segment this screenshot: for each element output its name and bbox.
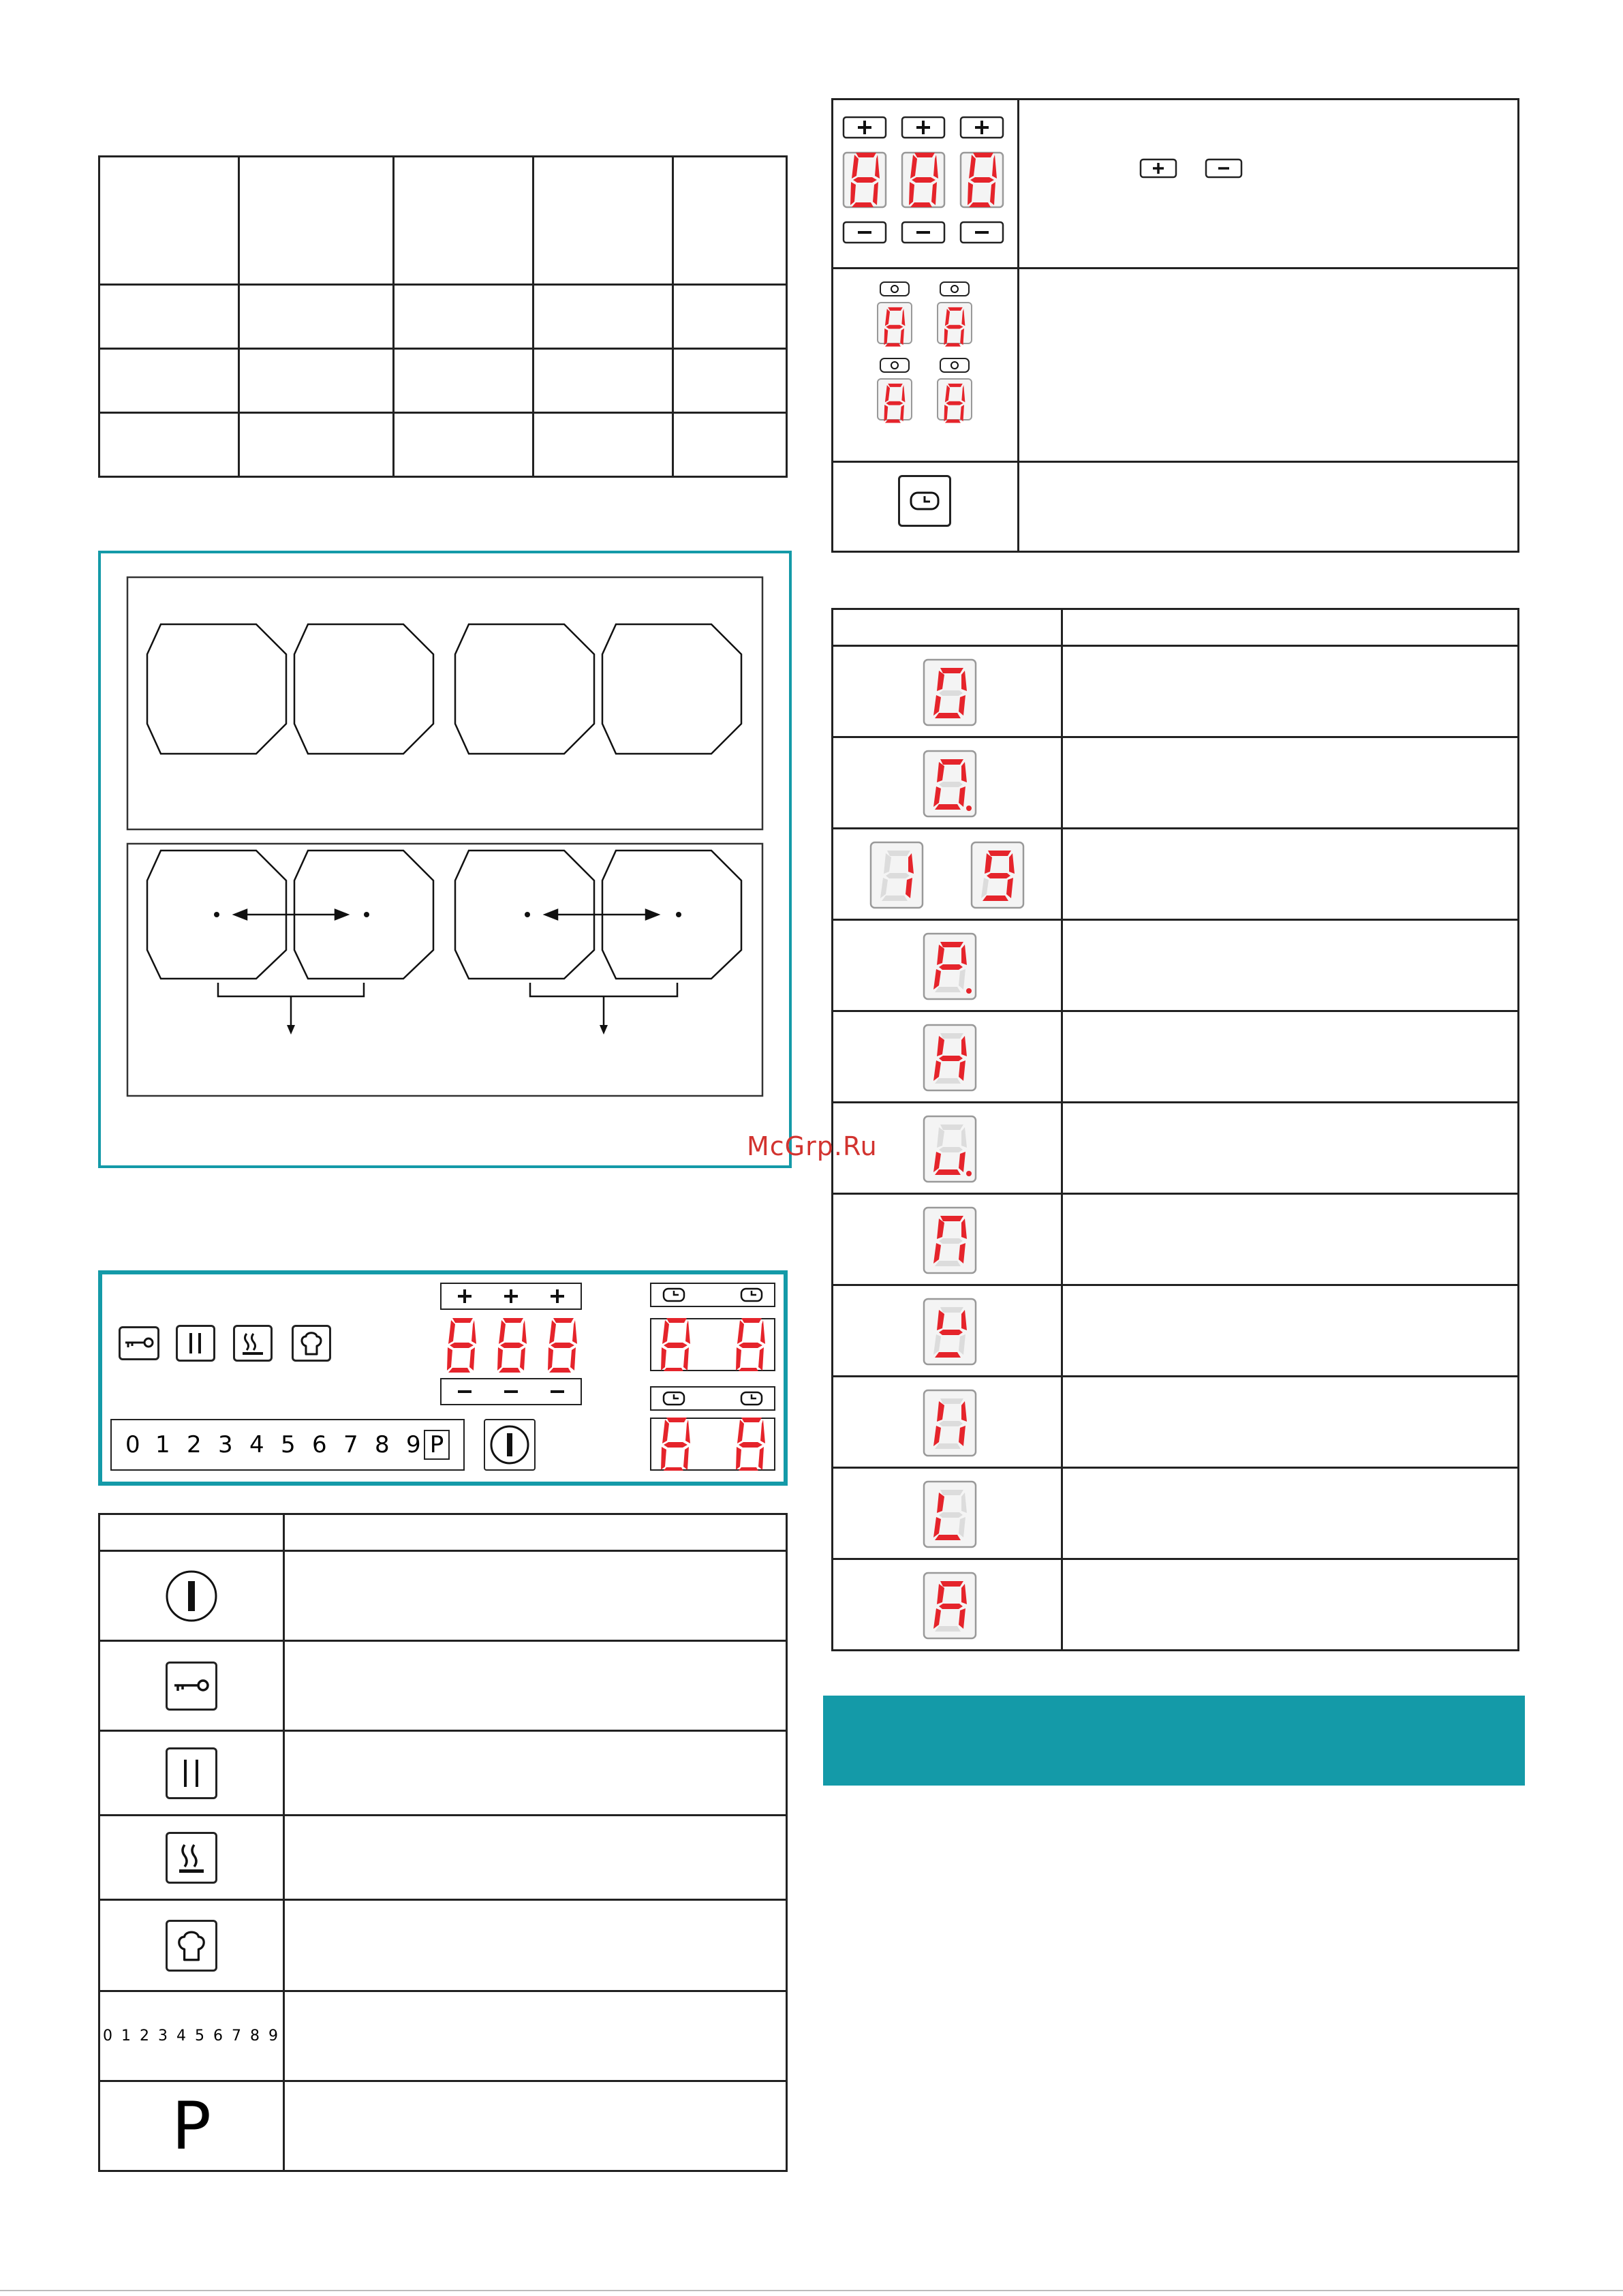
cooking-zone-4 (602, 624, 741, 754)
table-cell (673, 157, 787, 285)
symbol-1 (871, 842, 923, 908)
display-symbol-glyphs (865, 654, 1029, 1663)
watermark: McGrp.Ru (747, 1131, 878, 1161)
table-header-cell (833, 609, 1062, 646)
symbol-9 (972, 842, 1023, 908)
symbol-0 (924, 660, 976, 725)
table-row (99, 1641, 284, 1731)
level-digits-label: 0 1 2 3 4 5 6 7 8 9 (103, 2027, 280, 2045)
symbol-h (924, 1025, 976, 1090)
symbol-p-dot (924, 934, 976, 999)
symbol-0-dot (924, 751, 976, 816)
boost-p-button[interactable]: P (424, 1430, 450, 1460)
table-cell (239, 157, 394, 285)
triple-digit-display (442, 1315, 585, 1377)
symbol-11 (924, 1390, 976, 1456)
pause-icon (187, 1332, 204, 1355)
level-digit[interactable]: 5 (281, 1431, 296, 1458)
minus-icons-panel (440, 1378, 582, 1405)
pause-button[interactable] (176, 1325, 215, 1362)
key-lock-icon (173, 1678, 210, 1694)
pause-icon (182, 1758, 201, 1788)
lock-button[interactable] (119, 1326, 159, 1360)
table-header-cell (284, 1514, 787, 1551)
symbol-l (924, 1482, 976, 1547)
chef-button[interactable] (292, 1325, 331, 1362)
power-icon (489, 1424, 531, 1466)
plus-icons-panel (440, 1283, 582, 1310)
timer-icons-row-2 (650, 1386, 775, 1411)
zone-level-keys (841, 114, 1004, 251)
timer-digits-2 (650, 1418, 775, 1471)
cooking-zone-1 (147, 624, 286, 754)
level-digit[interactable]: 6 (312, 1431, 327, 1458)
timer-icons-row-1 (650, 1283, 775, 1307)
boost-p-symbol: P (172, 2087, 211, 2164)
keep-warm-icon (178, 1842, 205, 1873)
power-icon (164, 1569, 219, 1623)
power-level-slider[interactable] (110, 1419, 465, 1471)
level-digit[interactable]: 7 (343, 1431, 358, 1458)
timer-clock-icon (909, 491, 940, 511)
level-digit[interactable]: 9 (406, 1431, 421, 1458)
table-row (99, 1991, 284, 2081)
power-button[interactable] (484, 1419, 536, 1471)
level-digit[interactable]: 1 (155, 1431, 170, 1458)
keep-warm-button[interactable] (233, 1325, 273, 1362)
timer-digits-1 (650, 1318, 775, 1371)
controls-legend-table (98, 1513, 788, 2172)
table-row (99, 1816, 284, 1900)
top-left-table (98, 155, 788, 478)
timer-button[interactable] (898, 475, 951, 527)
cooking-zone-2 (294, 624, 433, 754)
table-row (99, 2081, 284, 2171)
cooktop-zones-drawing (101, 553, 789, 1165)
level-digit[interactable]: 0 (125, 1431, 140, 1458)
table-cell (534, 157, 673, 285)
level-digit[interactable]: 8 (375, 1431, 390, 1458)
level-digit[interactable]: 2 (187, 1431, 202, 1458)
inline-plus-minus-keys (1139, 158, 1243, 180)
symbol-y (924, 1299, 976, 1364)
symbol-u-dot (924, 1116, 976, 1182)
level-digit[interactable]: 4 (249, 1431, 264, 1458)
chef-hat-icon (298, 1330, 325, 1357)
cooking-zone-3 (455, 624, 594, 754)
table-row (99, 1731, 284, 1816)
table-row (99, 1900, 284, 1991)
chef-hat-icon (174, 1928, 209, 1963)
table-header-cell (1062, 609, 1519, 646)
symbol-a (924, 1573, 976, 1638)
section-heading-bar (823, 1696, 1525, 1786)
symbol-n (924, 1208, 976, 1273)
table-cell (394, 157, 534, 285)
table-row (99, 1551, 284, 1641)
keep-warm-icon (241, 1331, 264, 1356)
timer-displays (875, 279, 984, 424)
level-digit[interactable]: 3 (218, 1431, 233, 1458)
page-bottom-rule (0, 2290, 1623, 2291)
table-cell (99, 157, 239, 285)
table-header-cell (99, 1514, 284, 1551)
key-lock-icon (124, 1336, 154, 1350)
